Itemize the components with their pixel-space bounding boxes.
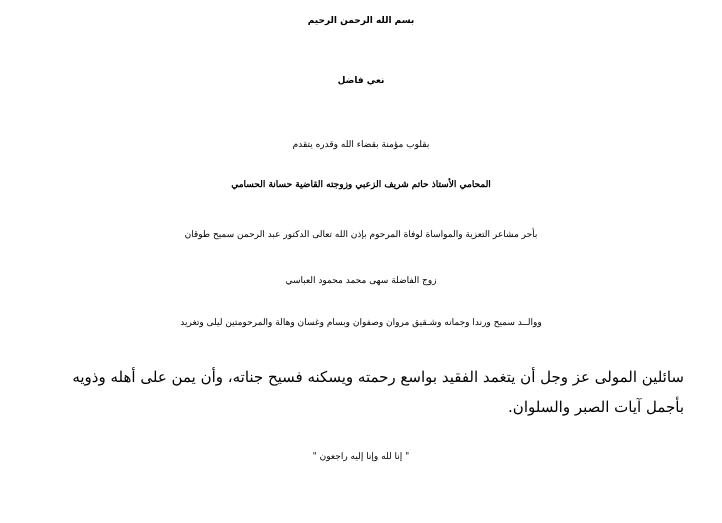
quran-verse: " إنا لله وإنا إليه راجعون "	[312, 452, 410, 462]
family-line: ووالــد سميح ورندا وجمانه وشـقيق مروان وصفوان وبسام وغسان وهالة والمرحومتين ليلى وتغريد	[180, 318, 542, 328]
condolence-line: بأحر مشاعر التعزية والمواساة لوفاة المرحوم بإذن الله تعالى الدكتور عبد الرحمن سميح طوقان	[184, 230, 538, 240]
basmala-heading: بسم الله الرحمن الرحيم	[307, 16, 415, 26]
intro-line: بقلوب مؤمنة بقضاء الله وقدره يتقدم	[292, 140, 430, 150]
prayer-paragraph: سائلين المولى عز وجل أن يتغمد الفقيد بواسع رحمته ويسكنه فسيح جناته، وأن يمن على أهله وذويه بأجمل آيات الصبر والسلوان.	[72, 368, 684, 416]
spouse-line: زوج الفاضلة سهى محمد محمود العباسي	[285, 276, 437, 286]
mourners-names: المحامي الأستاذ حاتم شريف الزعبي وزوجته القاضية حسانة الحسامي	[231, 180, 491, 190]
notice-title: نعي فاضل	[337, 76, 385, 86]
